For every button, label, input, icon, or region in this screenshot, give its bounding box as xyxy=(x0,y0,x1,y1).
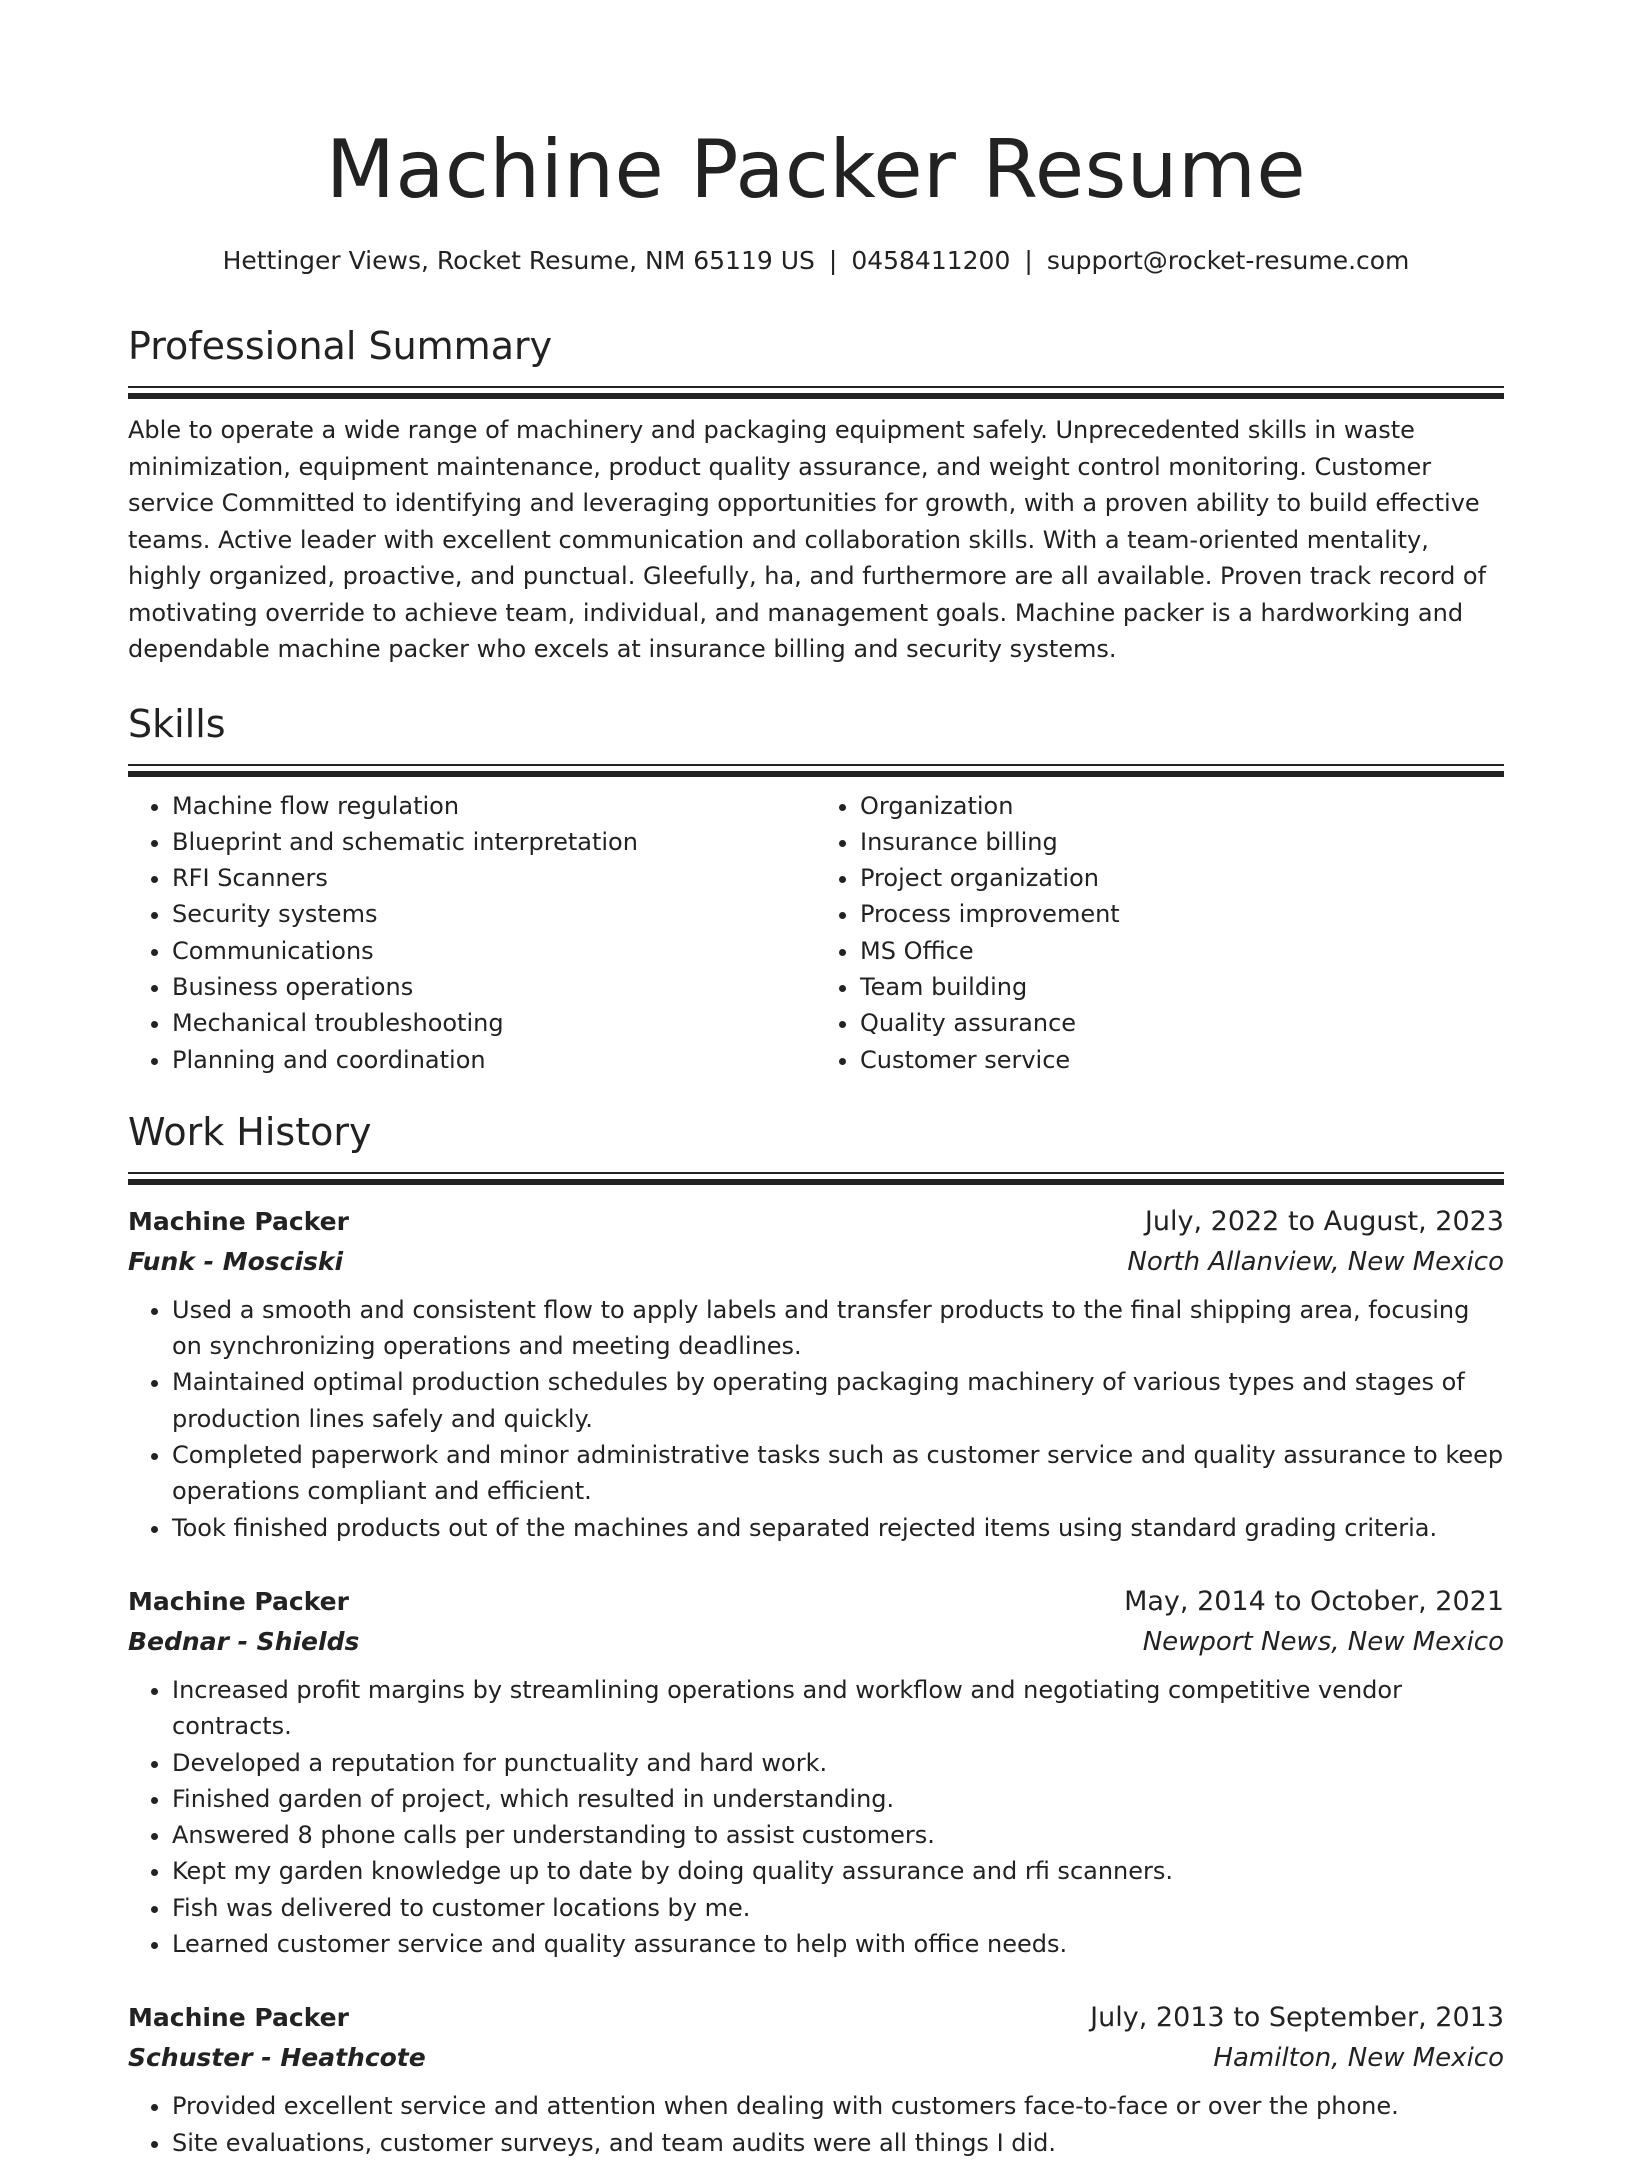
job-header-row xyxy=(128,1998,1504,2038)
job-title: Machine Packer xyxy=(128,2003,349,2033)
job-bullet: • Increased profit margins by streamlining operations and workflow and negotiating competitive vendor contracts. xyxy=(172,1672,1504,1745)
contact-separator: | xyxy=(828,246,838,275)
skill-item: • Business operations xyxy=(172,969,816,1005)
job-header-row xyxy=(128,1202,1504,1242)
skills-list-left xyxy=(128,788,816,1078)
job-header-row xyxy=(128,1582,1504,1622)
skill-item: • Security systems xyxy=(172,896,816,932)
section-divider xyxy=(128,764,1504,776)
job-bullet: • Learned customer service and quality assurance to help with office needs. xyxy=(172,1926,1504,1962)
job-subheader-row xyxy=(128,1622,1504,1662)
job-bullet: • Finished garden of project, which resulted in understanding. xyxy=(172,1781,1504,1817)
work-history-section xyxy=(128,1108,1504,2161)
summary-text: Able to operate a wide range of machinery and packaging equipment safely. Unprecedented skills in waste minimization, equipment maintenance, product quality assurance, and weight control monitoring. Customer service Committed to identifying and leveraging opportunities for growth, with a proven ability to build effective teams. Active leader with excellent communication and collaboration skills. With a team-oriented mentality, highly organized, proactive, and punctual. Gleefully, ha, and furthermore are all available. Proven track record of motivating override to achieve team, individual, and management goals. Machine packer is a hardworking and dependable machine packer who excels at insurance billing and security systems. xyxy=(128,416,1487,663)
summary-heading: Professional Summary xyxy=(128,324,553,368)
skill-item: • Blueprint and schematic interpretation xyxy=(172,824,816,860)
section-divider xyxy=(128,1172,1504,1184)
skills-list-right xyxy=(816,788,1504,1078)
skill-item: • Team building xyxy=(860,969,1504,1005)
job-title: Machine Packer xyxy=(128,1586,349,1616)
job-subheader-row xyxy=(128,1242,1504,1282)
job-bullet: • Answered 8 phone calls per understanding to assist customers. xyxy=(172,1817,1504,1853)
job-location: Newport News, New Mexico xyxy=(1142,1626,1504,1657)
job-entry xyxy=(128,1582,1504,1962)
job-bullet: • Fish was delivered to customer locations by me. xyxy=(172,1890,1504,1926)
skill-item: • RFI Scanners xyxy=(172,860,816,896)
skill-item: • Project organization xyxy=(860,860,1504,896)
job-bullet: • Used a smooth and consistent flow to apply labels and transfer products to the final shipping area, focusing on synchronizing operations and meeting deadlines. xyxy=(172,1292,1504,1365)
skills-heading: Skills xyxy=(128,701,226,746)
job-bullet: • Took finished products out of the machines and separated rejected items using standard grading criteria. xyxy=(172,1510,1504,1546)
job-bullet: • Kept my garden knowledge up to date by doing quality assurance and rfi scanners. xyxy=(172,1853,1504,1889)
skills-grid xyxy=(128,788,1504,1078)
work-history-heading: Work History xyxy=(128,1109,372,1154)
contact-phone: 0458411200 xyxy=(851,246,1011,275)
section-divider xyxy=(128,386,1504,398)
job-company: Funk - Mosciski xyxy=(128,1246,344,1276)
skill-item: • Process improvement xyxy=(860,896,1504,932)
skill-item: • Quality assurance xyxy=(860,1005,1504,1041)
job-company: Schuster - Heathcote xyxy=(128,2043,426,2073)
contact-separator: | xyxy=(1024,246,1033,275)
job-bullet: • Developed a reputation for punctuality and hard work. xyxy=(172,1745,1504,1781)
skill-item: • Insurance billing xyxy=(860,824,1504,860)
skill-item: • Planning and coordination xyxy=(172,1042,816,1078)
job-company: Bednar - Shields xyxy=(128,1626,360,1656)
skill-item: • Customer service xyxy=(860,1042,1504,1078)
job-bullet: • Site evaluations, customer surveys, and team audits were all things I did. xyxy=(172,2125,1504,2161)
job-bullet: • Provided excellent service and attention when dealing with customers face-to-face or over the phone. xyxy=(172,2088,1504,2124)
page-title: Machine Packer Resume xyxy=(325,123,1307,216)
job-dates: July, 2022 to August, 2023 xyxy=(1144,1205,1504,1237)
job-bullet: • Completed paperwork and minor administrative tasks such as customer service and quality assurance to keep operations compliant and efficient. xyxy=(172,1437,1504,1510)
skill-item: • MS Office xyxy=(860,933,1504,969)
job-bullets xyxy=(128,1292,1504,1546)
skill-item: • Mechanical troubleshooting xyxy=(172,1005,816,1041)
job-dates: July, 2013 to September, 2013 xyxy=(1090,2002,1504,2034)
job-location: Hamilton, New Mexico xyxy=(1213,2043,1504,2074)
job-subheader-row xyxy=(128,2038,1504,2078)
job-bullets xyxy=(128,1672,1504,1962)
job-title: Machine Packer xyxy=(128,1206,349,1236)
job-bullet: • Maintained optimal production schedules by operating packaging machinery of various types and stages of production lines safely and quickly. xyxy=(172,1364,1504,1437)
job-bullets xyxy=(128,2088,1504,2161)
job-entry xyxy=(128,1202,1504,1546)
summary-section xyxy=(128,322,1504,668)
skills-section xyxy=(128,700,1504,1078)
contact-email: support@rocket-resume.com xyxy=(1046,246,1410,275)
contact-address: Hettinger Views, Rocket Resume, NM 65119 US xyxy=(222,246,815,275)
skill-item: • Organization xyxy=(860,788,1504,824)
skill-item: • Machine flow regulation xyxy=(172,788,816,824)
job-dates: May, 2014 to October, 2021 xyxy=(1124,1585,1504,1617)
job-entry xyxy=(128,1998,1504,2161)
job-location: North Allanview, New Mexico xyxy=(1127,1246,1504,1277)
contact-line xyxy=(128,244,1504,278)
skill-item: • Communications xyxy=(172,933,816,969)
